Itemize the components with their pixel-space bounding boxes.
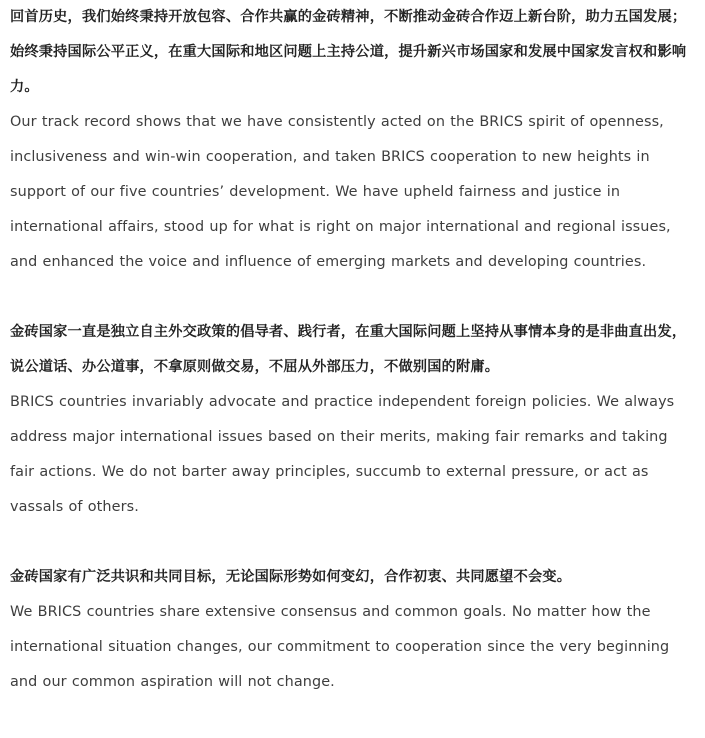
paragraph-english-3: We BRICS countries share extensive consensus and common goals. No matter how the international situation changes, our commitment to cooperation since the very beginning and our common aspiration will not change. xyxy=(10,604,670,690)
article-body xyxy=(10,0,695,700)
paragraph-chinese-1: 回首历史，我们始终秉持开放包容、合作共赢的金砖精神，不断推动金砖合作迈上新台阶，助力五国发展；始终秉持国际公平正义，在重大国际和地区问题上主持公道，提升新兴市场国家和发展中国家发言权和影响力。 xyxy=(10,9,687,95)
paragraph-spacer xyxy=(10,280,695,315)
paragraph-chinese-3: 金砖国家有广泛共识和共同目标，无论国际形势如何变幻，合作初衷、共同愿望不会变。 xyxy=(10,569,572,585)
paragraph-english-2: BRICS countries invariably advocate and practice independent foreign policies. We always address major international issues based on their merits, making fair remarks and taking fair actions. We do not barter away principles, succumb to external pressure, or act as vassals of others. xyxy=(10,394,675,515)
paragraph-english-1: Our track record shows that we have consistently acted on the BRICS spirit of openness, inclusiveness and win-win cooperation, and taken BRICS cooperation to new heights in support of our five countries’ development. We have upheld fairness and justice in international affairs, stood up for what is right on major international and regional issues, and enhanced the voice and influence of emerging markets and developing countries. xyxy=(10,114,671,270)
paragraph-spacer xyxy=(10,525,695,560)
paragraph-chinese-2: 金砖国家一直是独立自主外交政策的倡导者、践行者，在重大国际问题上坚持从事情本身的是非曲直出发，说公道话、办公道事，不拿原则做交易，不屈从外部压力，不做别国的附庸。 xyxy=(10,324,687,375)
